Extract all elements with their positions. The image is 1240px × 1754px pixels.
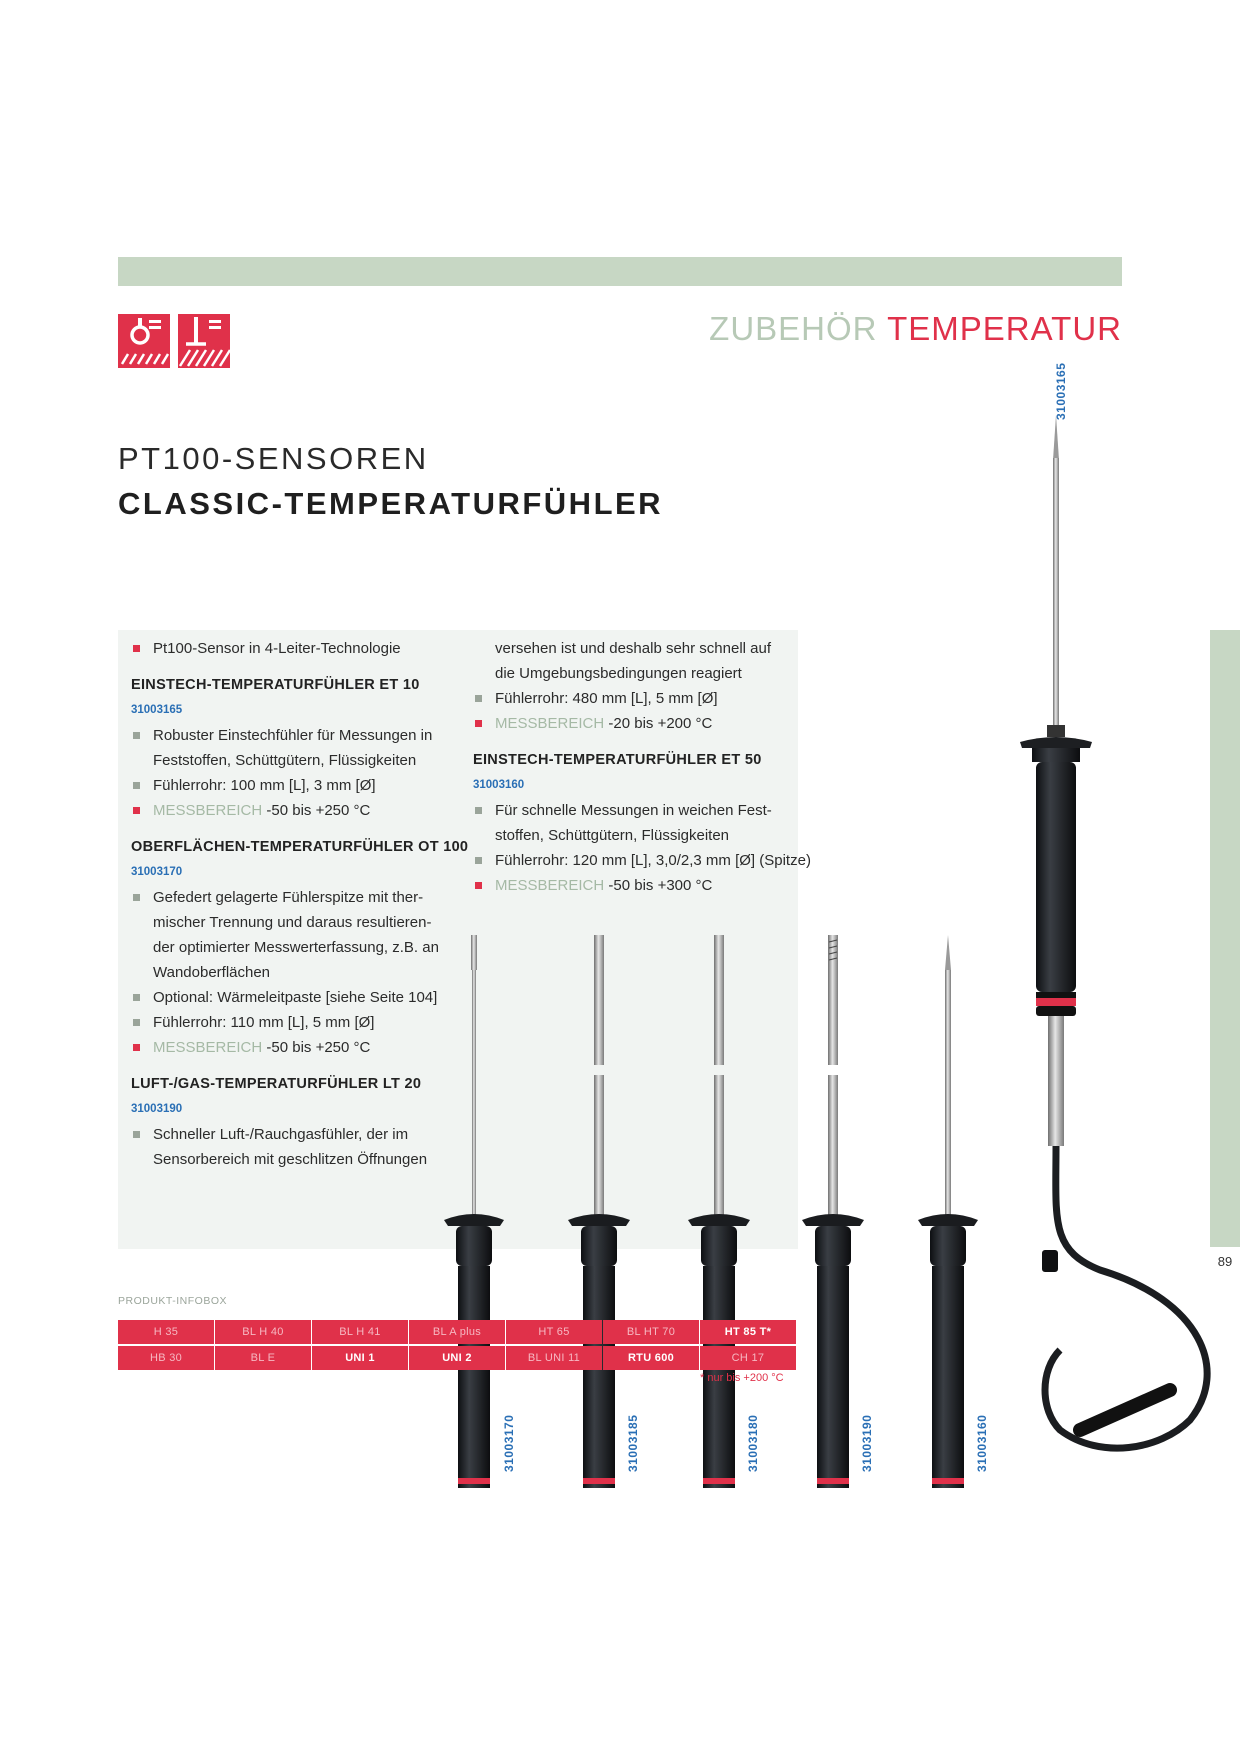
range-item: MESSBEREICH -20 bis +200 °C bbox=[473, 711, 803, 736]
list-item-cont: die Umgebungsbedingungen reagiert bbox=[495, 665, 742, 682]
probe-type-icons bbox=[118, 314, 238, 368]
infobox-cell: CH 17 bbox=[700, 1346, 796, 1370]
range-item: MESSBEREICH -50 bis +250 °C bbox=[131, 798, 461, 823]
product-code-et50: 31003160 bbox=[473, 779, 525, 791]
vertical-code-top: 31003165 bbox=[1054, 362, 1068, 420]
infobox-cell: BL HT 70 bbox=[603, 1320, 699, 1344]
section-title-part1: ZUBEHÖR bbox=[709, 310, 878, 347]
section-title bbox=[709, 310, 1122, 348]
infobox-cell: BL UNI 11 bbox=[506, 1346, 602, 1370]
vertical-code-3: 31003180 bbox=[746, 1414, 760, 1472]
probe-31003185 bbox=[568, 935, 630, 1488]
list-item: Für schnelle Messungen in weichen Fest- bbox=[473, 798, 803, 823]
product-heading-et50: EINSTECH-TEMPERATURFÜHLER ET 50 bbox=[473, 752, 762, 768]
list-item-cont: mischer Trennung und daraus resultieren- bbox=[153, 914, 432, 931]
product-heading-et10: EINSTECH-TEMPERATURFÜHLER ET 10 bbox=[131, 677, 420, 693]
list-item: Fühlerrohr: 120 mm [L], 3,0/2,3 mm [Ø] (Spitze) bbox=[473, 848, 803, 873]
infobox-cell: UNI 1 bbox=[312, 1346, 408, 1370]
list-item-cont: stoffen, Schüttgütern, Flüssigkeiten bbox=[495, 827, 730, 844]
range-item: MESSBEREICH -50 bis +250 °C bbox=[131, 1035, 461, 1060]
probe-31003180 bbox=[688, 935, 750, 1488]
product-code-et10: 31003165 bbox=[131, 704, 183, 716]
probe-31003160 bbox=[918, 935, 978, 1488]
infobox-cell: HB 30 bbox=[118, 1346, 214, 1370]
surface-probe-icon bbox=[178, 314, 230, 368]
product-heading-ot100: OBERFLÄCHEN-TEMPERATURFÜHLER OT 100 bbox=[131, 839, 469, 855]
probe-31003190 bbox=[802, 935, 864, 1488]
vertical-code-1: 31003170 bbox=[502, 1414, 516, 1472]
list-item: Gefedert gelagerte Fühlerspitze mit ther- bbox=[131, 885, 461, 910]
side-rule bbox=[1210, 630, 1240, 1247]
probe-31003165 bbox=[1020, 415, 1207, 1448]
list-item: Schneller Luft-/Rauchgasfühler, der im bbox=[131, 1122, 461, 1147]
list-item-cont: Feststoffen, Schüttgütern, Flüssigkeiten bbox=[153, 752, 417, 769]
infobox-cell: HT 65 bbox=[506, 1320, 602, 1344]
range-item: MESSBEREICH -50 bis +300 °C bbox=[473, 873, 803, 898]
infobox-cell: UNI 2 bbox=[409, 1346, 505, 1370]
section-title-part2: TEMPERATUR bbox=[887, 310, 1122, 347]
list-item-cont: versehen ist und deshalb sehr schnell auf bbox=[495, 640, 772, 657]
list-item: Robuster Einstechfühler für Messungen in bbox=[131, 723, 461, 748]
list-item-cont: Wandoberflächen bbox=[153, 964, 271, 981]
infobox-cell: H 35 bbox=[118, 1320, 214, 1344]
list-item: Optional: Wärmeleitpaste [siehe Seite 104] bbox=[131, 985, 461, 1010]
infobox-cell: BL H 40 bbox=[215, 1320, 311, 1344]
infobox-cell: RTU 600 bbox=[603, 1346, 699, 1370]
vertical-code-2: 31003185 bbox=[626, 1414, 640, 1472]
header-band bbox=[118, 257, 1122, 286]
list-item-cont: Sensorbereich mit geschlitzen Öffnungen bbox=[153, 1151, 428, 1168]
infobox-footnote: * nur bis +200 °C bbox=[700, 1372, 784, 1384]
vertical-code-5: 31003160 bbox=[975, 1414, 989, 1472]
list-item: Pt100-Sensor in 4-Leiter-Technologie bbox=[131, 636, 461, 661]
page-title-line1: PT100-SENSOREN bbox=[118, 441, 429, 476]
list-item: Fühlerrohr: 100 mm [L], 3 mm [Ø] bbox=[131, 773, 461, 798]
probe-31003170 bbox=[444, 935, 504, 1488]
infobox-cell: BL A plus bbox=[409, 1320, 505, 1344]
infobox-cell: BL H 41 bbox=[312, 1320, 408, 1344]
page-title-line2: CLASSIC-TEMPERATURFÜHLER bbox=[118, 486, 664, 521]
infobox-cell: BL E bbox=[215, 1346, 311, 1370]
immersion-probe-icon bbox=[118, 314, 170, 368]
vertical-code-4: 31003190 bbox=[860, 1414, 874, 1472]
product-heading-lt20: LUFT-/GAS-TEMPERATURFÜHLER LT 20 bbox=[131, 1076, 422, 1092]
list-item: Fühlerrohr: 110 mm [L], 5 mm [Ø] bbox=[131, 1010, 461, 1035]
list-item-cont: der optimierter Messwerterfassung, z.B. an bbox=[153, 939, 439, 956]
infobox-cell: HT 85 T* bbox=[700, 1320, 796, 1344]
list-item: Fühlerrohr: 480 mm [L], 5 mm [Ø] bbox=[473, 686, 803, 711]
page-number: 89 bbox=[1217, 1254, 1233, 1269]
product-code-ot100: 31003170 bbox=[131, 866, 183, 878]
infobox-label: PRODUKT-INFOBOX bbox=[118, 1295, 228, 1307]
product-code-lt20: 31003190 bbox=[131, 1103, 183, 1115]
